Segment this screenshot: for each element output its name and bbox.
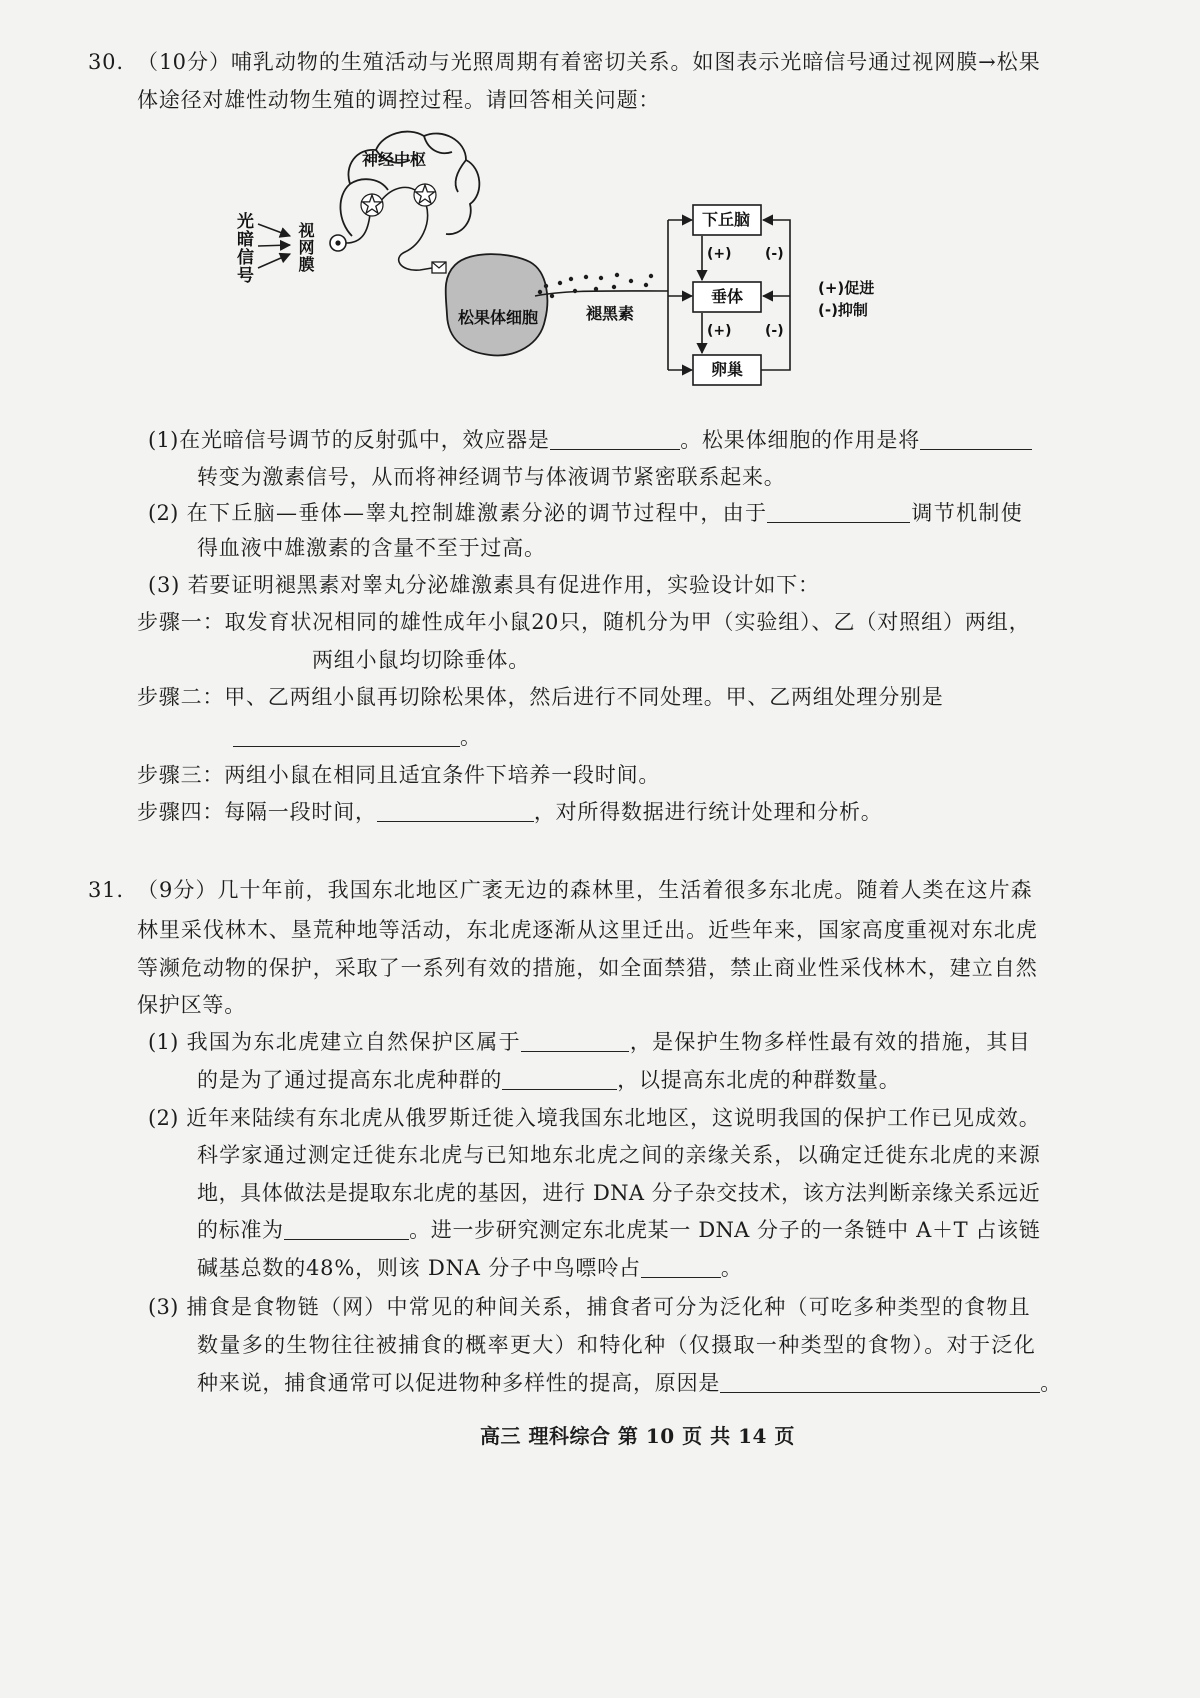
question-text: 的标准为 (197, 1218, 284, 1242)
q31-stem-line-1: （9分）几十年前，我国东北地区广袤无边的森林里，生活着很多东北虎。随着人类在这片森 (137, 878, 1032, 902)
q31-part3-line-3 (197, 1369, 1062, 1397)
promote-mark: (+) (707, 323, 732, 339)
question-text: 调节机制使 (910, 501, 1023, 525)
q30-part1-line-2: 转变为激素信号，从而将神经调节与体液调节紧密联系起来。 (197, 465, 786, 489)
step-label: 步骤二： (137, 685, 225, 709)
step-label: 步骤三： (137, 763, 225, 787)
neuron-icon (414, 184, 436, 206)
q31-part3-line-2: 数量多的生物往往被捕食的概率更大）和特化种（仅摄取一种类型的食物）。对于泛化 (197, 1333, 1035, 1357)
answer-blank (920, 427, 1032, 450)
question-text: ，是保护生物多样性最有效的措施，其目 (628, 1030, 1030, 1054)
q31-stem-line-2: 林里采伐林木、垦荒种地等活动，东北虎逐渐从这里迁出。近些年来，国家高度重视对东北虎 (137, 918, 1037, 942)
retina-receptor-icon (330, 235, 346, 251)
q31-part1-line-2 (197, 1066, 901, 1094)
step-text: 甲、乙两组小鼠再切除松果体，然后进行不同处理。甲、乙两组处理分别是 (224, 685, 944, 709)
synapse-icon (432, 262, 446, 273)
q31-part2-line-3: 地，具体做法是提取东北虎的基因，进行 DNA 分子杂交技术，该方法判断亲缘关系远近 (197, 1181, 1040, 1205)
neuron-icon (361, 194, 383, 216)
answer-blank (550, 427, 680, 450)
label-light-signal: 光暗信号 (233, 212, 253, 284)
light-input-arrows (258, 224, 290, 268)
q31-part2-line-2: 科学家通过测定迁徙东北虎与已知地东北虎之间的亲缘关系，以确定迁徙东北虎的来源 (197, 1143, 1040, 1167)
label-pituitary: 垂体 (711, 287, 744, 306)
inhibit-mark: (-) (765, 246, 784, 262)
question-text: 。 (720, 1256, 743, 1280)
step-label: 步骤一： (137, 610, 225, 634)
melatonin-pathway (535, 220, 692, 370)
step-3 (137, 761, 660, 789)
label-melatonin: 褪黑素 (586, 304, 635, 323)
answer-blank (521, 1029, 629, 1052)
step-2-line-2 (233, 723, 482, 751)
q30-stem-line-1: （10分）哺乳动物的生殖活动与光照周期有着密切关系。如图表示光暗信号通过视网膜→松果 (137, 50, 1040, 74)
step-4 (137, 798, 883, 826)
q31-stem-line-4: 保护区等。 (137, 993, 246, 1017)
question-text: 的是为了通过提高东北虎种群的 (197, 1068, 503, 1092)
step-text: 取发育状况相同的雄性成年小鼠20只，随机分为甲（实验组）、乙（对照组）两组， (224, 610, 1030, 634)
question-text: 。松果体细胞的作用是将 (679, 428, 920, 452)
answer-blank (502, 1067, 617, 1090)
feedback-arrows (761, 220, 790, 370)
regulation-diagram (0, 120, 1200, 400)
step-2-line-1 (137, 683, 944, 711)
answer-blank (233, 724, 460, 747)
step-text: ，对所得数据进行统计处理和分析。 (533, 800, 883, 824)
q31-part2-line-5 (197, 1254, 743, 1282)
q31-stem-line-3: 等濒危动物的保护，采取了一系列有效的措施，如全面禁猎，禁止商业性采伐林木，建立自然 (137, 956, 1037, 980)
question-text: 。进一步研究测定东北虎某一 DNA 分子的一条链中 A＋T 占该链 (408, 1218, 1040, 1242)
answer-blank (641, 1255, 721, 1278)
step-text: 。 (460, 725, 482, 749)
question-text: 碱基总数的48%，则该 DNA 分子中鸟嘌呤占 (197, 1256, 641, 1280)
question-text: (1)在光暗信号调节的反射弧中，效应器是 (148, 428, 550, 452)
q31-part2-line-1: (2) 近年来陆续有东北虎从俄罗斯迁徙入境我国东北地区，这说明我国的保护工作已见成效。 (148, 1106, 1040, 1130)
answer-blank (377, 799, 534, 822)
label-pineal-cell: 松果体细胞 (458, 308, 539, 327)
label-retina: 视网膜 (296, 222, 315, 273)
answer-blank (284, 1217, 409, 1240)
label-gonad: 卵巢 (711, 360, 744, 379)
label-hypothalamus: 下丘脑 (702, 210, 751, 229)
step-text: 每隔一段时间， (224, 800, 377, 824)
step-1-line-2: 两组小鼠均切除垂体。 (312, 648, 530, 672)
q30-stem-line-2: 体途径对雄性动物生殖的调控过程。请回答相关问题： (137, 88, 661, 112)
q30-part1-line-1 (148, 426, 1032, 454)
question-text: (1) 我国为东北虎建立自然保护区属于 (148, 1030, 521, 1054)
legend-promote: (+)促进 (818, 279, 875, 297)
answer-blank (767, 500, 910, 523)
inhibit-mark: (-) (765, 323, 784, 339)
page-footer: 高三 理科综合 第 10 页 共 14 页 (480, 1424, 795, 1448)
q30-part2-line-2: 得血液中雄激素的含量不至于过高。 (197, 536, 546, 560)
q30-part3-intro: (3) 若要证明褪黑素对睾丸分泌雄激素具有促进作用，实验设计如下： (148, 573, 820, 597)
question-text: 。 (1040, 1371, 1063, 1395)
legend-inhibit: (-)抑制 (818, 301, 868, 319)
question-text: (2) 在下丘脑—垂体—睾丸控制雄激素分泌的调节过程中，由于 (148, 501, 768, 525)
step-label: 步骤四： (137, 800, 225, 824)
promote-mark: (+) (707, 246, 732, 262)
label-nerve-center: 神经中枢 (362, 150, 427, 169)
melatonin-dots (538, 273, 653, 298)
step-text: 两组小鼠在相同且适宜条件下培养一段时间。 (224, 763, 661, 787)
q31-part2-line-4 (197, 1216, 1040, 1244)
answer-blank (720, 1370, 1040, 1393)
pineal-cell-shape (446, 254, 548, 355)
q30-number: 30. (88, 50, 124, 74)
q30-part2-line-1 (148, 499, 1022, 527)
question-text: ，以提高东北虎的种群数量。 (617, 1068, 901, 1092)
step-1-line-1 (137, 608, 1030, 636)
q31-part3-line-1: (3) 捕食是食物链（网）中常见的种间关系，捕食者可分为泛化种（可吃多种类型的食物且 (148, 1295, 1030, 1319)
question-text: 种来说，捕食通常可以促进物种多样性的提高，原因是 (197, 1371, 721, 1395)
q31-number: 31. (88, 878, 124, 902)
q31-part1-line-1 (148, 1028, 1030, 1056)
brain-outline (340, 132, 479, 236)
